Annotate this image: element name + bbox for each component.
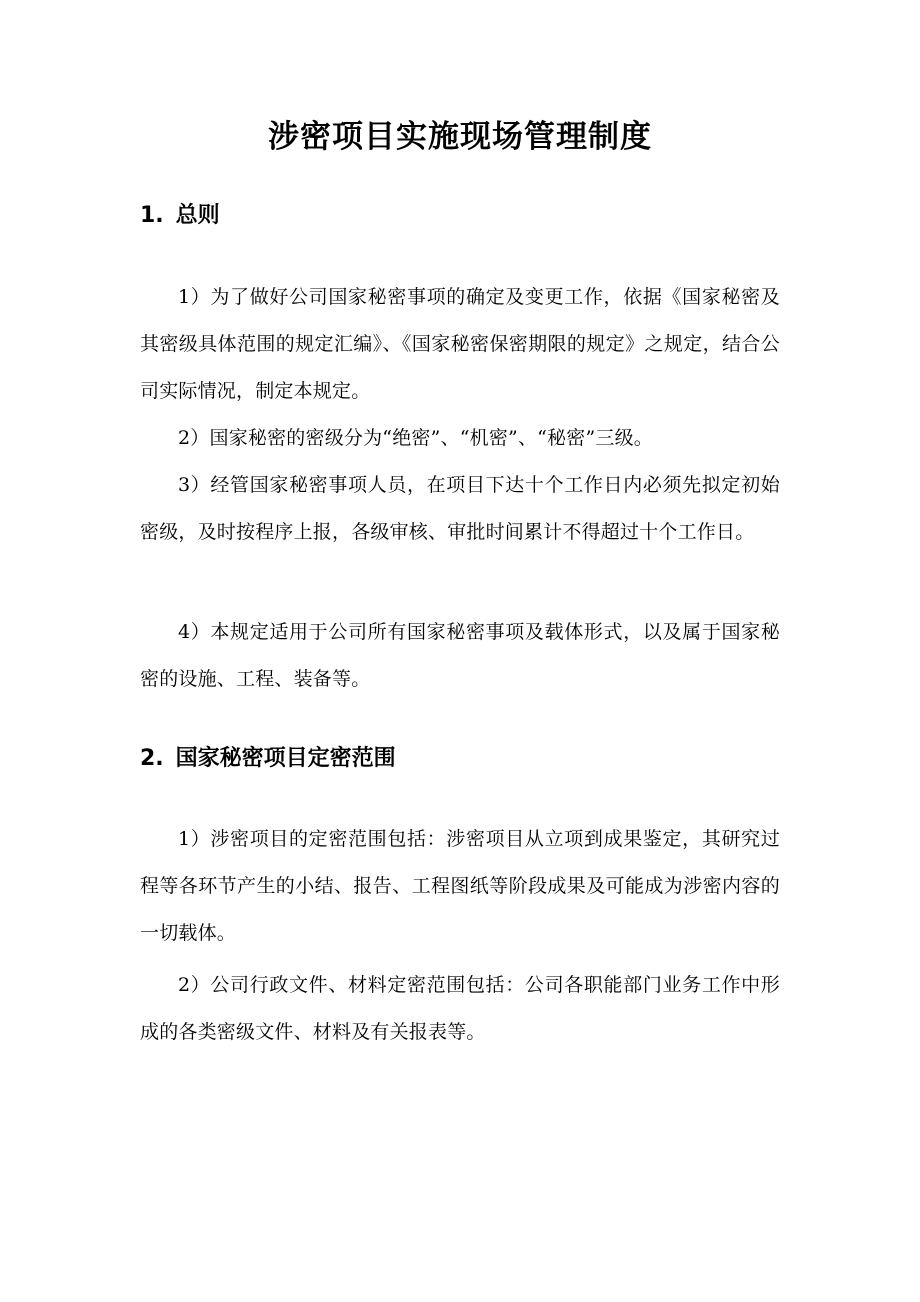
section-title: 国家秘密项目定密范围 [175,746,396,771]
section-number: 1. [140,203,164,228]
paragraph: 1）涉密项目的定密范围包括：涉密项目从立项到成果鉴定，其研究过程等各环节产生的小结、报告、工程图纸等阶段成果及可能成为涉密内容的一切载体。 [140,828,780,944]
section-heading-general [140,198,220,234]
paragraph: 2）国家秘密的密级分为“绝密”、“机密”、“秘密”三级。 [178,427,653,449]
section-title: 总则 [175,203,220,228]
section-heading-scope [140,741,396,777]
paragraph: 4）本规定适用于公司所有国家秘密事项及载体形式，以及属于国家秘密的设施、工程、装备等。 [140,621,780,690]
document-title: 涉密项目实施现场管理制度 [268,119,652,155]
paragraph: 3）经管国家秘密事项人员，在项目下达十个工作日内必须先拟定初始密级，及时按程序上报，各级审核、审批时间累计不得超过十个工作日。 [140,474,780,543]
paragraph: 1）为了做好公司国家秘密事项的确定及变更工作，依据《国家秘密及其密级具体范围的规定汇编》、《国家秘密保密期限的规定》之规定，结合公司实际情况，制定本规定。 [140,286,780,402]
paragraph: 2）公司行政文件、材料定密范围包括：公司各职能部门业务工作中形成的各类密级文件、材料及有关报表等。 [140,974,780,1043]
section-number: 2. [140,746,164,771]
